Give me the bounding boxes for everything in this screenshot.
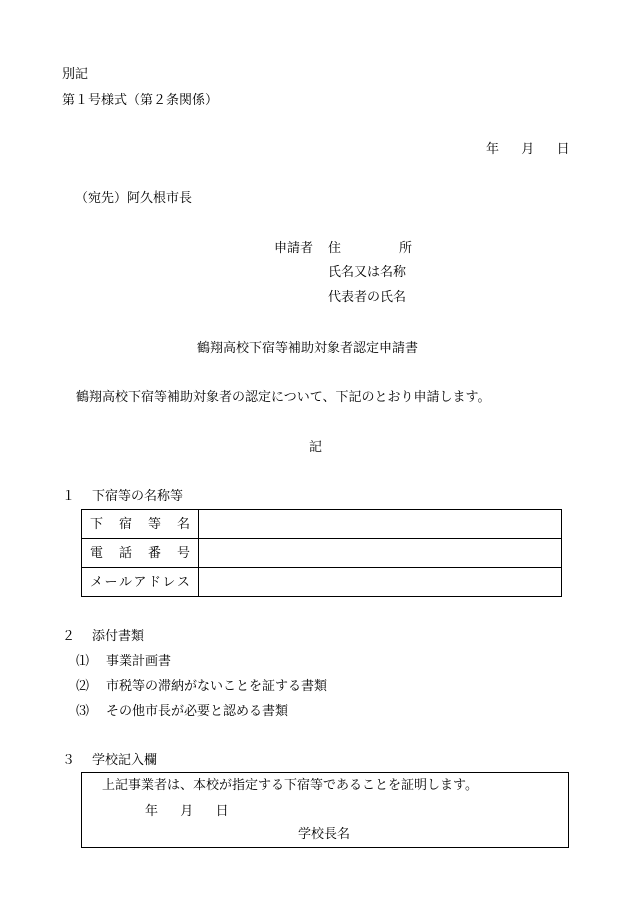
principal-name-label: 学校長名 — [298, 827, 351, 842]
label-char: ド — [147, 574, 161, 590]
school-date-year: 年 — [145, 804, 159, 819]
label-char: ア — [133, 574, 147, 590]
label-char: 下 — [90, 516, 104, 532]
body-text: 鶴翔高校下宿等補助対象者の認定について、下記のとおり申請します。 — [76, 390, 491, 405]
label-char: 話 — [118, 545, 132, 561]
attachment-num-3: ⑶ — [76, 704, 90, 719]
address-char-1: 住 — [328, 241, 342, 256]
email-field[interactable] — [199, 568, 562, 597]
school-entry-box — [81, 772, 569, 848]
phone-field[interactable] — [199, 539, 562, 568]
boarding-name-field[interactable] — [199, 510, 562, 539]
label-char: 等 — [147, 516, 161, 532]
school-date-day: 日 — [215, 804, 229, 819]
label-char: ス — [176, 574, 190, 590]
section1-number: １ — [62, 489, 76, 504]
date-day: 日 — [556, 142, 570, 157]
address-label — [328, 242, 412, 255]
label-char: 宿 — [118, 516, 132, 532]
section2-number: ２ — [62, 629, 76, 644]
section3-number: ３ — [62, 753, 76, 768]
ki-label: 記 — [309, 440, 323, 455]
date-month: 月 — [521, 142, 535, 157]
school-date-month: 月 — [180, 804, 194, 819]
school-date-line — [145, 805, 229, 818]
table-row — [82, 539, 562, 568]
form-number: 第１号様式（第２条関係） — [62, 93, 219, 108]
section3-heading: 学校記入欄 — [92, 753, 158, 768]
date-line — [486, 143, 570, 156]
document-title: 鶴翔高校下宿等補助対象者認定申請書 — [197, 341, 419, 356]
label-char: ル — [118, 574, 132, 590]
attachment-num-1: ⑴ — [76, 654, 90, 669]
phone-label — [82, 539, 199, 568]
label-char: 電 — [90, 545, 104, 561]
attachment-text-2: 市税等の滞納がないことを証する書類 — [106, 679, 328, 694]
address-char-2: 所 — [398, 241, 412, 256]
attachment-num-2: ⑵ — [76, 679, 90, 694]
representative-label: 代表者の氏名 — [328, 290, 407, 305]
table-row — [82, 510, 562, 539]
attachment-text-1: 事業計画書 — [106, 654, 172, 669]
label-char: 号 — [176, 545, 190, 561]
appendix-label: 別記 — [62, 67, 89, 82]
label-char: レ — [162, 574, 176, 590]
email-label — [82, 568, 199, 597]
addressee: （宛先）阿久根市長 — [75, 191, 193, 206]
date-year: 年 — [486, 142, 500, 157]
certify-text: 上記事業者は、本校が指定する下宿等であることを証明します。 — [102, 778, 478, 793]
label-char: ー — [104, 574, 118, 590]
table-row — [82, 568, 562, 597]
boarding-info-table — [81, 509, 562, 597]
applicant-label: 申請者 — [274, 241, 314, 256]
label-char: 名 — [176, 516, 190, 532]
section1-heading: 下宿等の名称等 — [92, 489, 184, 504]
label-char: メ — [90, 574, 104, 590]
name-label: 氏名又は名称 — [328, 265, 407, 280]
boarding-name-label — [82, 510, 199, 539]
label-char: 番 — [147, 545, 161, 561]
section2-heading: 添付書類 — [92, 629, 145, 644]
attachment-text-3: その他市長が必要と認める書類 — [106, 704, 289, 719]
